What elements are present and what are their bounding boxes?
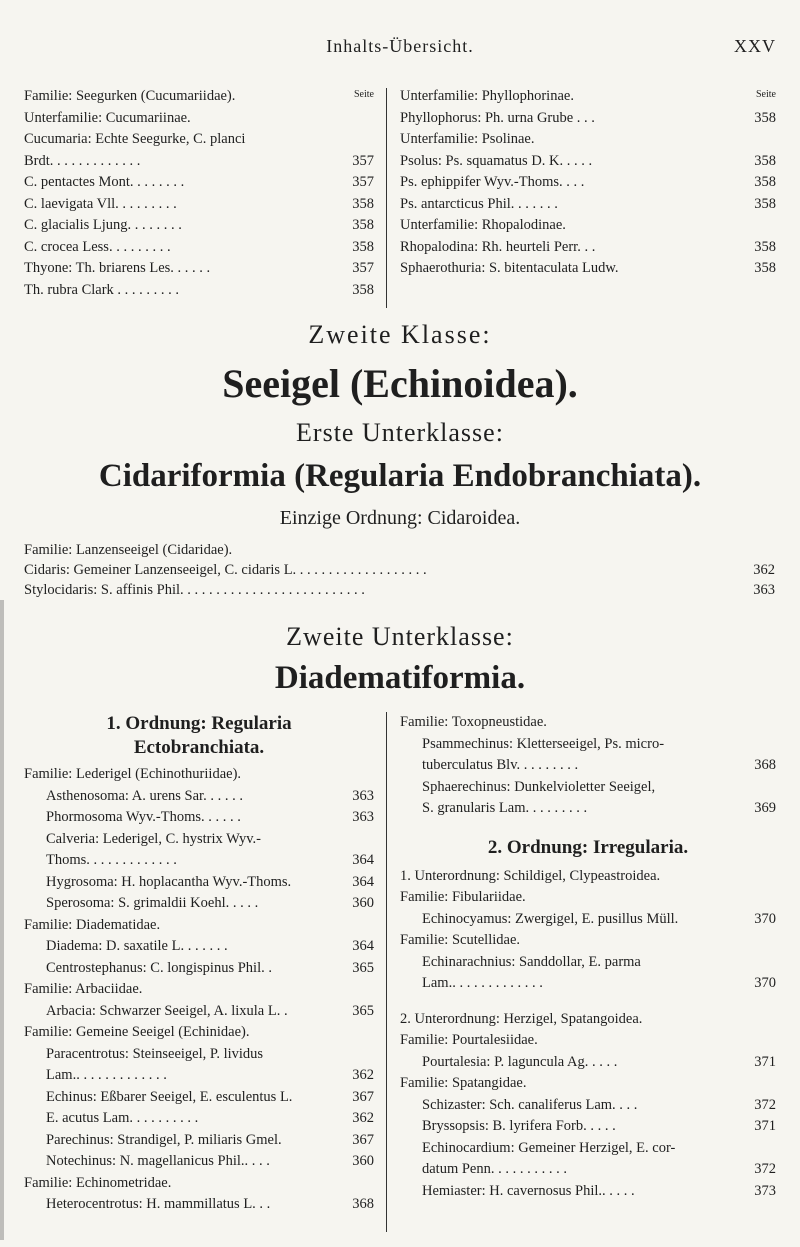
subclass-title-1: Cidariformia (Regularia Endobranchiata). [98,458,702,494]
toc-entry [400,129,776,151]
toc-entry-text: Echinus: Eßbarer Seeigel, E. esculentus L. [46,1088,293,1105]
toc-entry-page: 358 [754,195,776,212]
toc-entry [400,151,776,173]
toc-entry [24,86,374,108]
toc-entry [24,936,374,958]
toc-entry-text: Echinarachnius: Sanddollar, E. parma [422,953,641,970]
toc-entry-text: Arbacia: Schwarzer Seeigel, A. lixula L. . [46,1002,288,1019]
toc-entry-text: 1. Unterordnung: Schildigel, Clypeastroidea. [400,867,661,884]
toc-entry-text: Phyllophorus: Ph. urna Grube . . . [400,109,595,126]
toc-entry [400,909,776,931]
toc-entry-text: Unterfamilie: Rhopalodinae. [400,217,566,233]
order-2-heading: 2. Ordnung: Irregularia. [487,836,689,858]
toc-entry-text: Bryssopsis: B. lyrifera Forb. . . . . [422,1118,616,1134]
toc-entry [24,580,775,600]
toc-entry-page: 372 [754,1096,776,1113]
toc-entry [24,560,775,580]
toc-entry-text: Cidaris: Gemeiner Lanzenseeigel, C. cidaris L. . . . . . . . . . . . . . . . . . . [24,562,427,578]
toc-entry [24,1087,374,1109]
toc-entry-page: 370 [754,910,776,927]
class-heading: Zweite Klasse: [308,320,492,349]
toc-entry-text: Asthenosoma: A. urens Sar. . . . . . [46,787,243,804]
toc-entry-text: Parechinus: Strandigel, P. miliaris Gmel. [46,1131,282,1148]
toc-entry-page: 370 [754,975,776,991]
bottom-right-column [400,712,776,1202]
order-1-subheading: Ectobranchiata. [133,737,265,758]
toc-entry-text: Familie: Echinometridae. [24,1174,172,1191]
toc-entry-text: Familie: Arbaciidae. [24,981,143,997]
toc-entry [400,1095,776,1117]
toc-entry-text: Familie: Diadematidae. [24,916,161,933]
order-1-heading: 1. Ordnung: Regularia [106,713,292,734]
subclass-heading-2: Zweite Unterklasse: [286,622,514,651]
toc-entry-text: Familie: Gemeine Seeigel (Echinidae). [24,1024,250,1040]
toc-entry-page: 362 [352,1067,374,1083]
toc-entry-page: 373 [754,1182,776,1199]
toc-entry [24,540,775,560]
toc-entry [400,755,776,777]
toc-entry-page: 365 [352,1002,374,1019]
toc-entry-text: Diadema: D. saxatile L. . . . . . . [46,938,228,954]
toc-entry-page: 364 [352,852,374,868]
toc-entry [400,237,776,259]
toc-entry-text: C. pentactes Mont. . . . . . . . [24,174,185,190]
toc-entry-text: Hemiaster: H. cavernosus Phil.. . . . . [422,1182,635,1199]
toc-entry-page: 358 [352,281,374,298]
toc-entry-page: 363 [753,582,775,598]
toc-entry [400,973,776,995]
binding-edge [0,600,4,1240]
toc-entry-text: Schizaster: Sch. canaliferus Lam. . . . [422,1096,638,1113]
toc-entry-text: Thyone: Th. briarens Les. . . . . . [24,260,211,276]
toc-entry-text: Sphaerechinus: Dunkelvioletter Seeigel, [422,778,656,795]
toc-entry [24,129,374,151]
toc-entry [400,798,776,820]
toc-entry-page: 357 [352,152,374,169]
toc-entry-text: Th. rubra Clark . . . . . . . . . [24,281,180,298]
toc-entry-text: Phormosoma Wyv.-Thoms. . . . . . [46,809,241,825]
toc-entry [400,172,776,194]
toc-entry [24,872,374,894]
toc-entry-page: 367 [352,1088,374,1105]
toc-entry [400,1159,776,1181]
toc-entry [400,258,776,280]
toc-entry [24,1173,374,1195]
order-1-entries [24,764,374,1216]
toc-entry-text: C. crocea Less. . . . . . . . . [24,238,171,255]
toc-entry-text: 2. Unterordnung: Herzigel, Spatangoidea. [400,1010,643,1027]
toc-entry-page: 358 [754,109,776,126]
toc-entry [24,915,374,937]
toc-entry-text: Familie: Spatangidae. [400,1075,527,1091]
toc-entry-text: Centrostephanus: C. longispinus Phil. . [46,959,272,976]
toc-entry-page: 358 [352,195,374,212]
toc-entry-text: Calveria: Lederigel, C. hystrix Wyv.- [46,830,261,847]
toc-entry-text: Heterocentrotus: H. mammillatus L. . . [46,1196,271,1212]
toc-entry [400,1116,776,1138]
toc-entry [24,893,374,915]
toc-entry [24,1151,374,1173]
toc-entry-text: Lam.. . . . . . . . . . . . . [422,975,543,991]
toc-entry [400,86,776,108]
toc-entry-text: tuberculatus Blv. . . . . . . . . [422,757,579,773]
toc-entry [400,930,776,952]
toc-entry-page: 364 [352,938,374,954]
toc-entry-text: Notechinus: N. magellanicus Phil.. . . . [46,1153,270,1169]
toc-entry-page: 371 [754,1118,776,1134]
toc-entry-text: Psammechinus: Kletterseeigel, Ps. micro- [422,735,665,752]
toc-entry [400,215,776,237]
toc-entry-page: 368 [352,1196,374,1212]
toc-entry-text: Stylocidaris: S. affinis Phil. . . . . . . . . . . . . . . . . . . . . . . . . . [24,582,365,598]
toc-entry [24,1194,374,1216]
toc-entry-text: Familie: Pourtalesiidae. [400,1032,538,1048]
class-title: Seeigel (Echinoidea). [222,361,578,406]
toc-entry-page: 364 [352,873,374,890]
toc-entry [400,866,776,888]
toc-entry [24,151,374,173]
toc-entry [400,1138,776,1160]
toc-entry-text: Sperosoma: S. grimaldii Koehl. . . . . [46,895,259,911]
clypeastroidea-entries [400,866,776,995]
top-right-column [400,86,776,280]
toc-entry-page: 371 [754,1053,776,1070]
toc-entry [24,850,374,872]
toc-entry-text: Familie: Toxopneustidae. [400,714,547,730]
toc-entry [24,1022,374,1044]
toc-entry [400,194,776,216]
column-divider-top [386,88,387,308]
toc-entry [24,280,374,302]
toc-entry [24,237,374,259]
toc-entry-page: 368 [754,757,776,773]
toc-entry-text: Unterfamilie: Psolinae. [400,131,535,147]
toc-entry [24,1065,374,1087]
toc-entry [400,1052,776,1074]
toxopneustidae-entries [400,712,776,820]
toc-entry-text: Thoms. . . . . . . . . . . . . [46,852,177,868]
toc-entry [24,172,374,194]
toc-entry [24,1108,374,1130]
toc-entry [24,258,374,280]
bottom-left-column [24,712,374,1216]
toc-entry [24,1044,374,1066]
page-number: XXV [734,36,776,56]
toc-entry [24,764,374,786]
toc-entry-text: Familie: Lederigel (Echinothuriidae). [24,766,242,782]
toc-entry [400,1009,776,1031]
toc-entry-page: 358 [754,238,776,255]
toc-entry [400,734,776,756]
toc-entry-text: Hygrosoma: H. hoplacantha Wyv.-Thoms. [46,873,292,890]
toc-entry-page: 362 [352,1110,374,1126]
toc-entry [24,807,374,829]
toc-entry-page: 362 [753,562,775,578]
toc-entry-page: 358 [754,174,776,190]
toc-entry-text: C. laevigata Vll. . . . . . . . . [24,195,177,212]
toc-entry [400,1073,776,1095]
toc-entry [24,108,374,130]
toc-entry-text: Pourtalesia: P. laguncula Ag. . . . . [422,1053,618,1070]
toc-entry-page: 369 [754,800,776,816]
toc-entry-text: Paracentrotus: Steinseeigel, P. lividus [46,1045,264,1062]
running-head-title: Inhalts-Übersicht. [326,36,474,56]
toc-entry-page: 365 [352,959,374,976]
toc-entry-page: 357 [352,260,374,276]
toc-entry [400,952,776,974]
top-left-column [24,86,374,301]
toc-entry [400,777,776,799]
toc-entry-text: Rhopalodina: Rh. heurteli Perr. . . [400,238,596,255]
toc-entry-page: 372 [754,1161,776,1177]
page-column-label: Seite [354,89,374,100]
subclass-heading-1: Erste Unterklasse: [296,418,504,447]
toc-entry-page: 358 [754,152,776,169]
toc-entry-text: Ps. antarcticus Phil. . . . . . . [400,195,558,212]
toc-entry [24,1001,374,1023]
toc-entry-text: C. glacialis Ljung. . . . . . . . [24,217,182,233]
order-heading-cidaroidea: Einzige Ordnung: Cidaroidea. [279,507,521,529]
toc-entry [24,786,374,808]
toc-entry-text: S. granularis Lam. . . . . . . . . [422,800,588,816]
spatangoidea-entries [400,1009,776,1203]
toc-entry [400,712,776,734]
toc-entry-page: 367 [352,1131,374,1148]
cidaroidea-list [24,540,775,600]
toc-entry-page: 363 [352,809,374,825]
page-column-label: Seite [756,89,776,100]
subclass-title-2: Diadematiformia. [274,660,526,696]
toc-entry-text: Familie: Scutellidae. [400,932,521,948]
toc-entry [24,979,374,1001]
toc-entry-text: Familie: Lanzenseeigel (Cidaridae). [24,542,233,558]
column-divider-bottom [386,712,387,1232]
toc-entry-text: Echinocyamus: Zwergigel, E. pusillus Müll. [422,910,679,927]
toc-entry [24,194,374,216]
toc-entry-text: Unterfamilie: Phyllophorinae. [400,88,574,104]
toc-entry-text: Brdt. . . . . . . . . . . . . [24,152,141,169]
toc-entry-page: 357 [352,174,374,190]
toc-entry-text: Sphaerothuria: S. bitentaculata Ludw. [400,260,619,276]
toc-entry [24,829,374,851]
toc-entry-text: Familie: Seegurken (Cucumariidae). [24,88,236,104]
toc-entry-text: Lam.. . . . . . . . . . . . . [46,1067,167,1083]
toc-entry-text: Unterfamilie: Cucumariinae. [24,109,191,126]
toc-entry [24,958,374,980]
toc-entry-text: Familie: Fibulariidae. [400,889,526,905]
toc-entry-text: Ps. ephippifer Wyv.-Thoms. . . . [400,174,585,190]
toc-entry-page: 358 [754,260,776,276]
toc-entry-page: 360 [352,895,374,911]
toc-entry [400,1030,776,1052]
running-head [0,30,800,60]
toc-entry [24,1130,374,1152]
toc-entry-page: 360 [352,1153,374,1169]
toc-entry-text: datum Penn. . . . . . . . . . . [422,1161,567,1177]
toc-entry-page: 363 [352,787,374,804]
toc-entry-text: Psolus: Ps. squamatus D. K. . . . . [400,152,593,169]
toc-entry-text: Echinocardium: Gemeiner Herzigel, E. cor- [422,1139,676,1156]
toc-entry [400,108,776,130]
toc-entry-text: Cucumaria: Echte Seegurke, C. planci [24,131,246,147]
toc-entry [400,887,776,909]
toc-entry-page: 358 [352,238,374,255]
toc-entry-page: 358 [352,217,374,233]
toc-entry [24,215,374,237]
toc-entry-text: E. acutus Lam. . . . . . . . . . [46,1110,199,1126]
toc-entry [400,1181,776,1203]
